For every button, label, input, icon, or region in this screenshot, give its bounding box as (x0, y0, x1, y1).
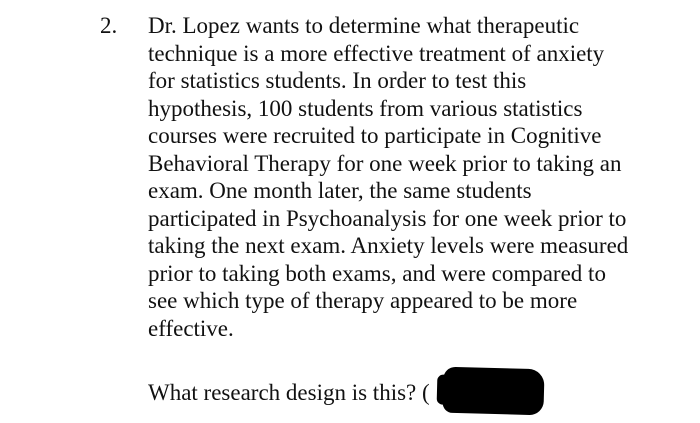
question-text (148, 12, 628, 342)
question-number: 2. (100, 13, 118, 38)
question-line: participated in Psychoanalysis for one week prior to (148, 205, 627, 231)
question-line: for statistics students. In order to test this (148, 68, 527, 93)
redaction-mark (442, 367, 544, 416)
question-line: taking the next exam. Anxiety levels were measured (148, 233, 629, 258)
question-line: effective. (148, 315, 234, 341)
question-line: Dr. Lopez wants to determine what therapeutic (148, 13, 580, 38)
question-line: hypothesis, 100 students from various statistics (148, 95, 583, 121)
question-line: exam. One month later, the same students (148, 178, 532, 203)
question-line: Behavioral Therapy for one week prior to taking an (148, 150, 622, 176)
question-prompt: What research design is this? ( (148, 380, 430, 405)
question-line: see which type of therapy appeared to be more (148, 288, 578, 313)
question-line: technique is a more effective treatment of anxiety (148, 40, 605, 66)
question-line: courses were recruited to participate in Cognitive (148, 123, 602, 148)
question-line: prior to taking both exams, and were compared to (148, 260, 606, 286)
